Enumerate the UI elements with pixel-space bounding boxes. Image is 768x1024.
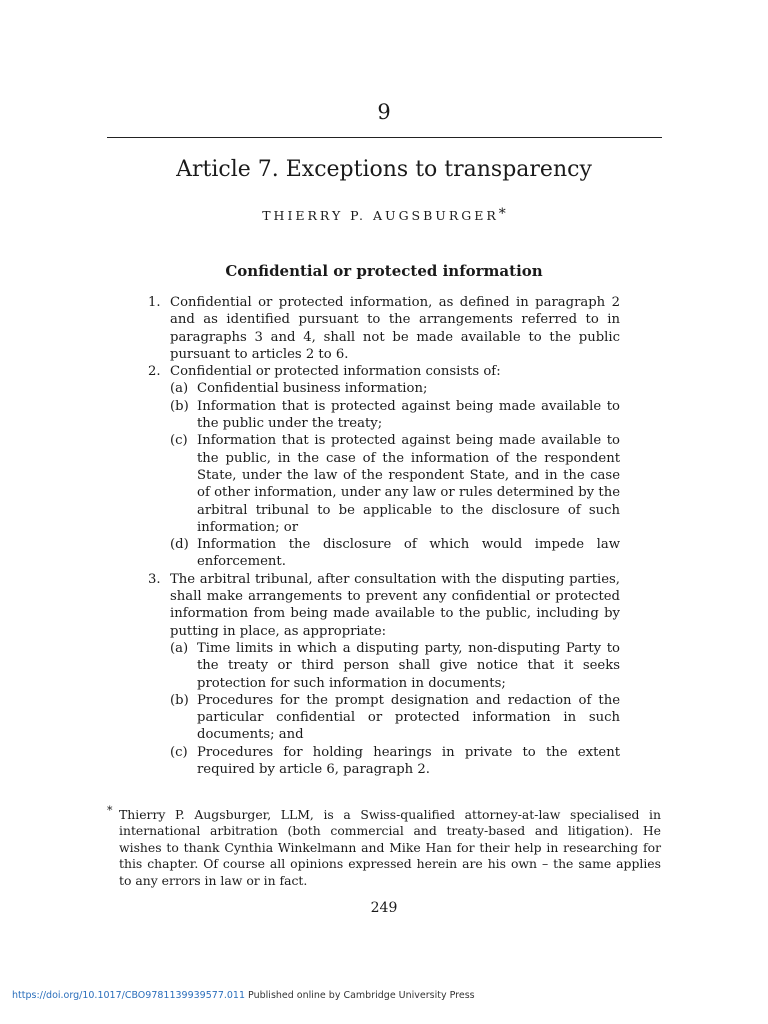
footnote bbox=[107, 804, 661, 889]
author-name: THIERRY P. AUGSBURGER bbox=[262, 208, 499, 223]
footnote-mark: * bbox=[107, 804, 113, 817]
sub-list-item bbox=[170, 380, 620, 397]
page-number: 249 bbox=[370, 900, 398, 916]
item-number: 2. bbox=[148, 364, 161, 380]
sub-list-item bbox=[170, 432, 620, 536]
item-number: 1. bbox=[148, 295, 161, 310]
subitem-text: Procedures for holding hearings in private to the extent required by article 6, paragraph 2. bbox=[197, 744, 620, 778]
list-item bbox=[148, 294, 620, 363]
subitem-letter: (b) bbox=[170, 692, 189, 708]
section-heading: Confidential or protected information bbox=[225, 262, 543, 280]
list-item bbox=[148, 571, 620, 779]
chapter-number: 9 bbox=[377, 100, 391, 124]
subitem-text: Information that is protected against being made available to the public under the treaty; bbox=[197, 398, 620, 432]
item-text: Confidential or protected information, as defined in paragraph 2 and as identified pursuant to the arrangements referred to in paragraphs 3 and 4, shall not be made available to the public pursuant to articles 2 to 6. bbox=[170, 295, 620, 362]
sub-list-item bbox=[170, 744, 620, 779]
header-rule bbox=[107, 137, 662, 138]
subitem-text: Confidential business information; bbox=[197, 381, 428, 397]
item-text: Confidential or protected information consists of: bbox=[170, 364, 501, 380]
subitem-text: Time limits in which a disputing party, non-disputing Party to the treaty or third person shall give notice that it seeks protection for such information in documents; bbox=[197, 640, 620, 691]
subitem-letter: (a) bbox=[170, 640, 189, 656]
footnote-text: Thierry P. Augsburger, LLM, is a Swiss-qualified attorney-at-law specialised in international arbitration (both commercial and treaty-based and litigation). He wishes to thank Cynthia Winkelmann and Mike Han for their help in researching for this chapter. Of course all opinions expressed herein are his own – the same applies to any errors in law or in fact. bbox=[119, 807, 661, 888]
item-text: The arbitral tribunal, after consultation with the disputing parties, shall make arrangements to prevent any confidential or protected information from being made available to the public, including by putting in place, as appropriate: bbox=[170, 571, 620, 639]
item-number: 3. bbox=[148, 571, 161, 587]
sub-list-item bbox=[170, 692, 620, 744]
subitem-text: Information that is protected against being made available to the public, in the case of the information of the respondent State, under the law of the respondent State, and in the case of other information, under any law or rules determined by the arbitral tribunal to be applicable to the disclosure of such information; or bbox=[197, 433, 620, 535]
list-item bbox=[148, 363, 620, 571]
sub-list-item bbox=[170, 640, 620, 692]
article-body bbox=[148, 294, 620, 778]
publisher-note: Published online by Cambridge University Press bbox=[248, 990, 475, 1001]
chapter-title: Article 7. Exceptions to transparency bbox=[176, 157, 592, 182]
chapter-author bbox=[0, 206, 768, 223]
subitem-text: Information the disclosure of which would impede law enforcement. bbox=[197, 537, 620, 570]
subitem-letter: (b) bbox=[170, 398, 189, 414]
subitem-letter: (a) bbox=[170, 381, 189, 397]
subitem-text: Procedures for the prompt designation and redaction of the particular confidential or protected information in such documents; and bbox=[197, 692, 620, 743]
subitem-letter: (c) bbox=[170, 744, 188, 760]
author-footnote-mark[interactable]: * bbox=[498, 206, 506, 222]
subitem-letter: (c) bbox=[170, 433, 188, 449]
doi-link[interactable]: https://doi.org/10.1017/CBO9781139939577.011 bbox=[12, 990, 246, 1001]
subitem-letter: (d) bbox=[170, 537, 189, 553]
sub-list-item bbox=[170, 536, 620, 571]
sub-list-item bbox=[170, 398, 620, 433]
doi-line bbox=[12, 990, 475, 1001]
